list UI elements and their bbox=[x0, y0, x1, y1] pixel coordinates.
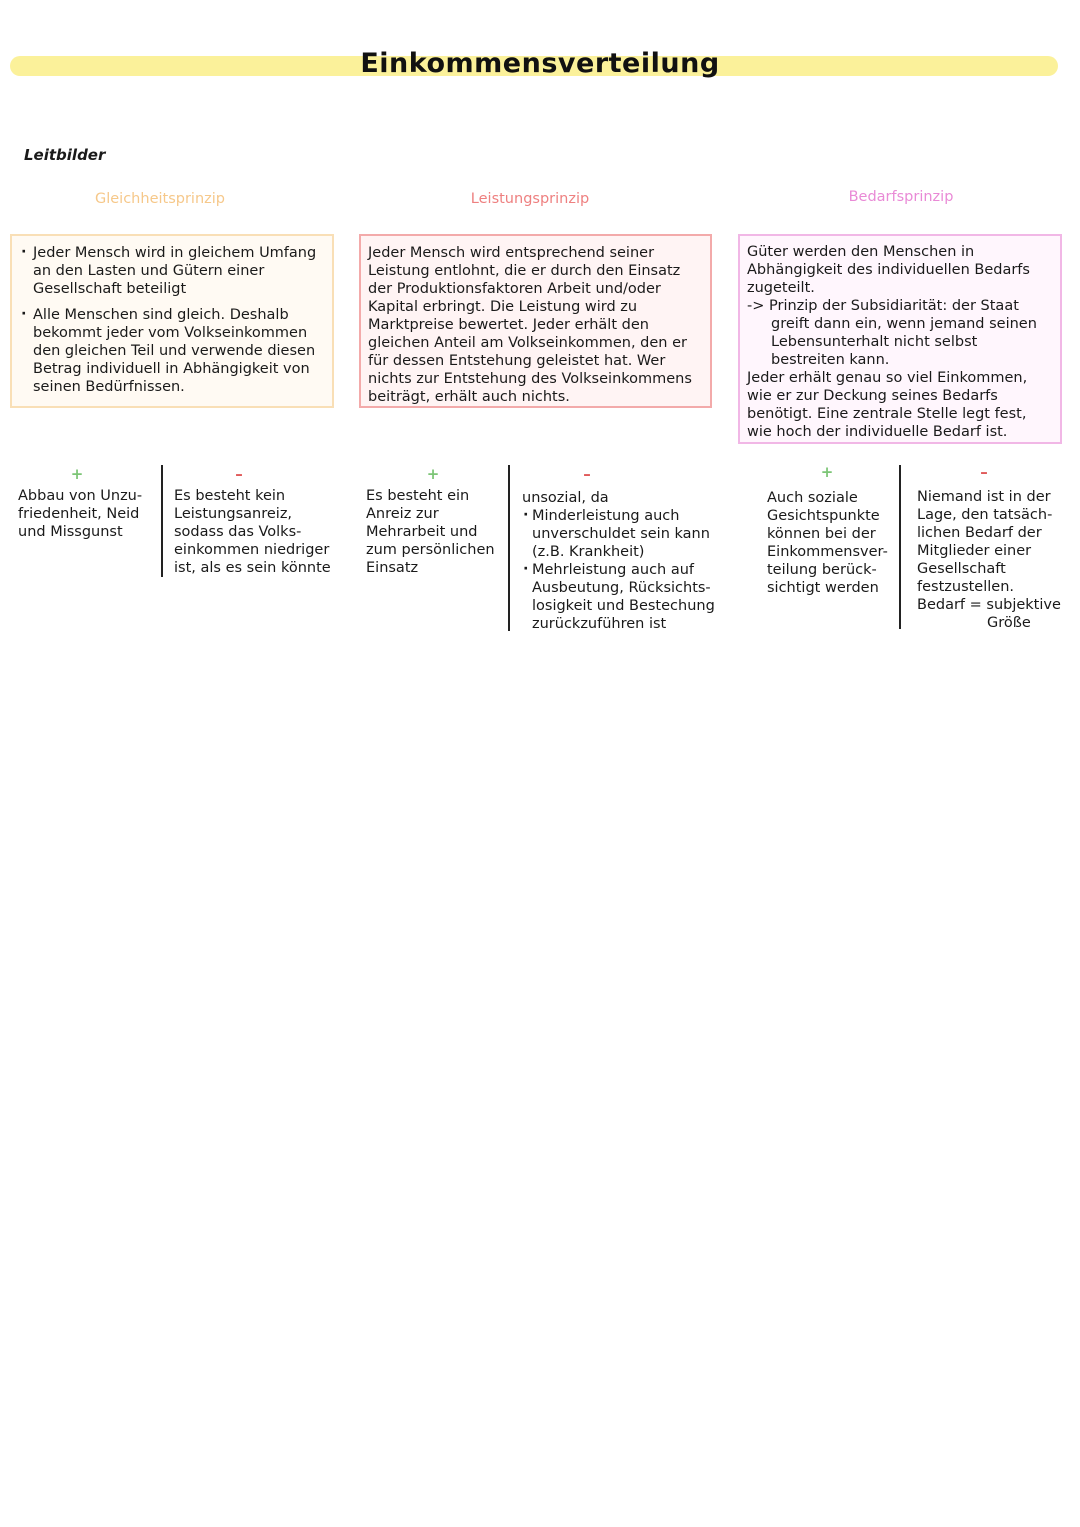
section-label: Leitbilder bbox=[24, 146, 106, 164]
leistung-contra bbox=[522, 489, 722, 633]
leistung-minus-icon: – bbox=[583, 465, 591, 483]
bedarf-divider bbox=[899, 465, 901, 629]
bedarf-contra-formula: Bedarf = subjektive bbox=[917, 597, 1061, 613]
gleichheit-plus-icon: + bbox=[70, 465, 84, 483]
bedarf-title: Bedarfsprinzip bbox=[848, 189, 954, 205]
leistung-plus-icon: + bbox=[426, 465, 440, 483]
bedarf-box bbox=[738, 234, 1062, 444]
gleichheit-box bbox=[10, 234, 334, 408]
leistung-contra-intro: unsozial, da bbox=[522, 490, 609, 506]
gleichheit-title: Gleichheitsprinzip bbox=[95, 191, 225, 207]
leistung-text: Jeder Mensch wird entsprechend seiner Leistung entlohnt, die er durch den Einsatz der Produktionsfaktoren Arbeit und/oder Kapital erbringt. Die Leistung wird zu Marktpreise bewertet. Jeder erhält den gleichen Anteil am Volkseinkommen, den er für dessen Entstehung geleistet hat. Wer nichts zur Entstehung des Volkseinkommens beiträgt, erhält auch nichts. bbox=[368, 245, 692, 405]
leistung-box bbox=[359, 234, 712, 408]
leistung-title: Leistungsprinzip bbox=[470, 191, 590, 207]
bedarf-contra-text: Niemand ist in der Lage, den tatsäch- lichen Bedarf der Mitglieder einer Gesellschaft festzustellen. bbox=[917, 489, 1053, 595]
bedarf-text-2: Jeder erhält genau so viel Einkommen, wie er zur Deckung seines Bedarfs benötigt. Eine zentrale Stelle legt fest, wie hoch der individuelle Bedarf ist. bbox=[747, 370, 1028, 440]
bedarf-contra-formula-2: Größe bbox=[987, 615, 1031, 631]
bedarf-pro: Auch soziale Gesichtspunkte können bei der Einkommensver- teilung berück- sichtigt werden bbox=[767, 490, 888, 596]
leistung-divider bbox=[508, 465, 510, 631]
bedarf-plus-icon: + bbox=[820, 463, 834, 481]
bedarf-arrow-cont: greift dann ein, wenn jemand seinen Lebensunterhalt nicht selbst bestreiten kann. bbox=[771, 316, 1037, 368]
leistung-contra-bullet-2: · Mehrleistung auch auf Ausbeutung, Rücksichts- losigkeit und Bestechung zurückzuführen ist bbox=[532, 561, 722, 633]
leistung-contra-bullet-1: · Minderleistung auch unverschuldet sein kann (z.B. Krankheit) bbox=[532, 507, 722, 561]
bedarf-arrow-text: -> Prinzip der Subsidiarität: der Staat bbox=[747, 298, 1019, 314]
gleichheit-bullet-1: · Jeder Mensch wird in gleichem Umfang an den Lasten und Gütern einer Gesellschaft beteiligt bbox=[33, 244, 325, 298]
leistung-pro: Es besteht ein Anreiz zur Mehrarbeit und zum persönlichen Einsatz bbox=[366, 488, 495, 576]
gleichheit-pro: Abbau von Unzu- friedenheit, Neid und Missgunst bbox=[18, 488, 143, 540]
gleichheit-minus-icon: – bbox=[235, 465, 243, 483]
page-title: Einkommensverteilung bbox=[360, 48, 720, 79]
bedarf-minus-icon: – bbox=[980, 463, 988, 481]
gleichheit-divider bbox=[161, 465, 163, 577]
gleichheit-bullet-2: · Alle Menschen sind gleich. Deshalb bekommt jeder vom Volkseinkommen den gleichen Teil und verwende diesen Betrag individuell in Abhängigkeit von seinen Bedürfnissen. bbox=[33, 306, 325, 396]
bedarf-contra bbox=[917, 488, 1069, 632]
gleichheit-contra: Es besteht kein Leistungsanreiz, sodass das Volks- einkommen niedriger ist, als es sein könnte bbox=[174, 488, 331, 576]
bedarf-text-1: Güter werden den Menschen in Abhängigkeit des individuellen Bedarfs zugeteilt. bbox=[747, 244, 1030, 296]
